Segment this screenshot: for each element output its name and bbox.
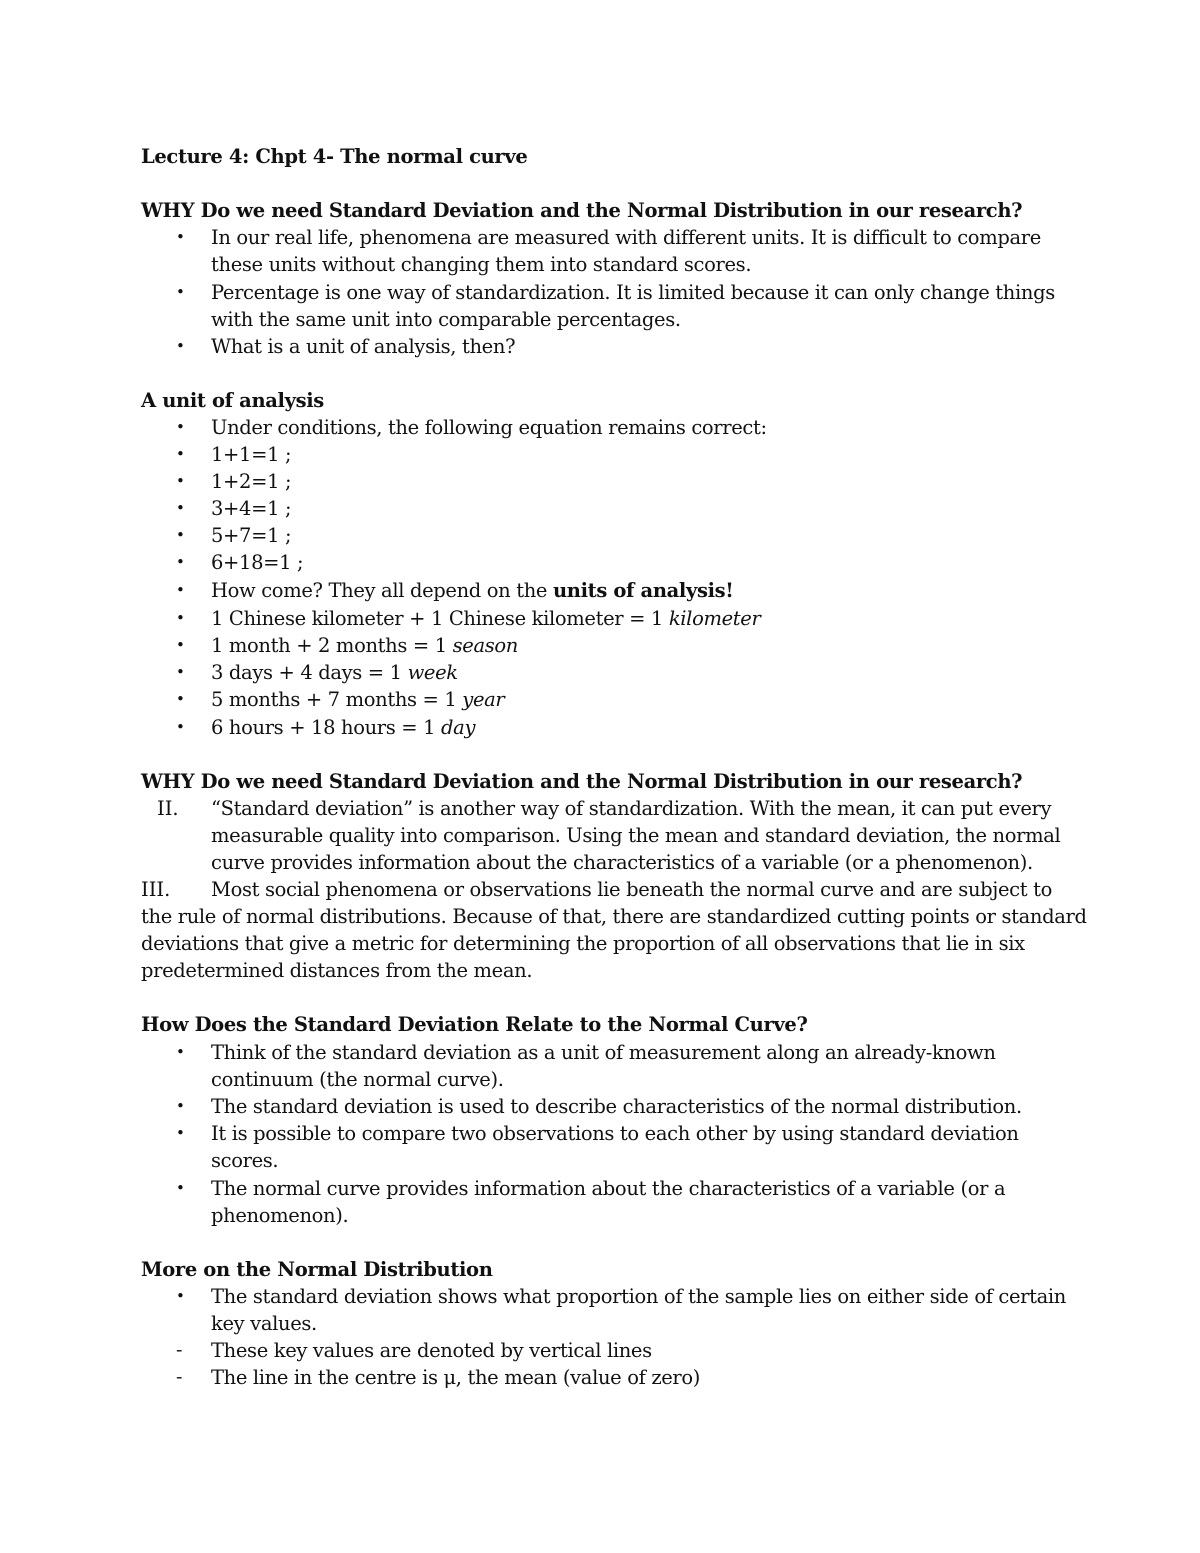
- bullet-icon: •: [176, 418, 185, 436]
- why1-bullet-1-line-1: In our real life, phenomena are measured with different units. It is difficult to compare: [211, 226, 1041, 249]
- example-text: 3 days + 4 days = 1: [211, 661, 408, 684]
- section-heading-why-2: WHY Do we need Standard Deviation and the Normal Distribution in our research?: [141, 770, 1023, 793]
- bullet-icon: •: [176, 636, 185, 654]
- section-heading-relate: How Does the Standard Deviation Relate to the Normal Curve?: [141, 1013, 808, 1036]
- more-dash-1: These key values are denoted by vertical lines: [211, 1339, 652, 1362]
- example-text: 5 months + 7 months = 1: [211, 688, 463, 711]
- unit-item-4: 3+4=1 ;: [211, 497, 292, 520]
- bullet-icon: •: [176, 1287, 185, 1305]
- bullet-icon: •: [176, 690, 185, 708]
- unit-example-2: [211, 632, 518, 659]
- relate-bullet-2: The standard deviation is used to describe characteristics of the normal distribution.: [211, 1095, 1022, 1118]
- section-heading-why-1: WHY Do we need Standard Deviation and the Normal Distribution in our research?: [141, 199, 1023, 222]
- section-heading-more: More on the Normal Distribution: [141, 1258, 493, 1281]
- unit-item-1: Under conditions, the following equation remains correct:: [211, 416, 767, 439]
- example-text: 6 hours + 18 hours = 1: [211, 716, 442, 739]
- bullet-icon: •: [176, 499, 185, 517]
- example-unit: week: [407, 661, 458, 684]
- unit-example-1: [211, 605, 760, 632]
- unit-item-5: 5+7=1 ;: [211, 524, 292, 547]
- bullet-icon: •: [176, 663, 185, 681]
- relate-bullet-3-line-1: It is possible to compare two observations to each other by using standard deviation: [211, 1122, 1019, 1145]
- more-dash-2: The line in the centre is μ, the mean (value of zero): [211, 1366, 701, 1389]
- why2-item3-line-4: predetermined distances from the mean.: [141, 959, 533, 982]
- why1-bullet-2-line-1: Percentage is one way of standardization. It is limited because it can only change things: [211, 281, 1055, 304]
- unit-item-6: 6+18=1 ;: [211, 551, 304, 574]
- bullet-icon: •: [176, 526, 185, 544]
- why2-item3-line-1: Most social phenomena or observations lie beneath the normal curve and are subject to: [211, 878, 1052, 901]
- relate-bullet-1-line-2: continuum (the normal curve).: [211, 1068, 504, 1091]
- why1-bullet-1-line-2: these units without changing them into standard scores.: [211, 253, 752, 276]
- page-title: Lecture 4: Chpt 4- The normal curve: [141, 145, 528, 168]
- example-text: 1 month + 2 months = 1: [211, 634, 453, 657]
- dash-icon: -: [176, 1339, 183, 1361]
- how-come-bold-text: units of analysis!: [552, 579, 734, 602]
- unit-how-come: [211, 577, 734, 604]
- more-bullet-line-2: key values.: [211, 1312, 317, 1335]
- bullet-icon: •: [176, 1124, 185, 1142]
- bullet-icon: •: [176, 283, 185, 301]
- unit-example-3: [211, 659, 458, 686]
- more-bullet-line-1: The standard deviation shows what proportion of the sample lies on either side of certain: [211, 1285, 1067, 1308]
- why1-bullet-2-line-2: with the same unit into comparable percentages.: [211, 308, 681, 331]
- example-unit: day: [441, 716, 476, 739]
- why2-item2-line-3: curve provides information about the characteristics of a variable (or a phenomenon).: [211, 851, 1033, 874]
- unit-example-5: [211, 714, 475, 741]
- why2-item3-line-3: deviations that give a metric for determining the proportion of all observations that lie in six: [141, 932, 1025, 955]
- numeral-ii: II.: [157, 797, 179, 820]
- example-unit: kilometer: [668, 607, 761, 630]
- numeral-iii: III.: [141, 878, 171, 901]
- unit-item-2: 1+1=1 ;: [211, 443, 292, 466]
- example-unit: year: [462, 688, 505, 711]
- bullet-icon: •: [176, 228, 185, 246]
- relate-bullet-4-line-1: The normal curve provides information about the characteristics of a variable (or a: [211, 1177, 1006, 1200]
- why2-item2-line-1: “Standard deviation” is another way of standardization. With the mean, it can put every: [211, 797, 1052, 820]
- why1-bullet-3: What is a unit of analysis, then?: [211, 335, 516, 358]
- bullet-icon: •: [176, 1179, 185, 1197]
- relate-bullet-1-line-1: Think of the standard deviation as a unit of measurement along an already-known: [211, 1041, 996, 1064]
- why2-item3-line-2: the rule of normal distributions. Because of that, there are standardized cutting points or standard: [141, 905, 1087, 928]
- section-heading-unit-of-analysis: A unit of analysis: [141, 389, 324, 412]
- example-unit: season: [452, 634, 519, 657]
- bullet-icon: •: [176, 1043, 185, 1061]
- why2-item2-line-2: measurable quality into comparison. Using the mean and standard deviation, the normal: [211, 824, 1061, 847]
- dash-icon: -: [176, 1366, 183, 1388]
- example-text: 1 Chinese kilometer + 1 Chinese kilometer = 1: [211, 607, 669, 630]
- bullet-icon: •: [176, 445, 185, 463]
- unit-item-3: 1+2=1 ;: [211, 470, 292, 493]
- bullet-icon: •: [176, 609, 185, 627]
- bullet-icon: •: [176, 337, 185, 355]
- bullet-icon: •: [176, 1097, 185, 1115]
- relate-bullet-3-line-2: scores.: [211, 1149, 279, 1172]
- bullet-icon: •: [176, 718, 185, 736]
- how-come-text: How come? They all depend on the: [211, 579, 553, 602]
- bullet-icon: •: [176, 472, 185, 490]
- bullet-icon: •: [176, 553, 185, 571]
- bullet-icon: •: [176, 581, 185, 599]
- relate-bullet-4-line-2: phenomenon).: [211, 1204, 349, 1227]
- unit-example-4: [211, 686, 504, 713]
